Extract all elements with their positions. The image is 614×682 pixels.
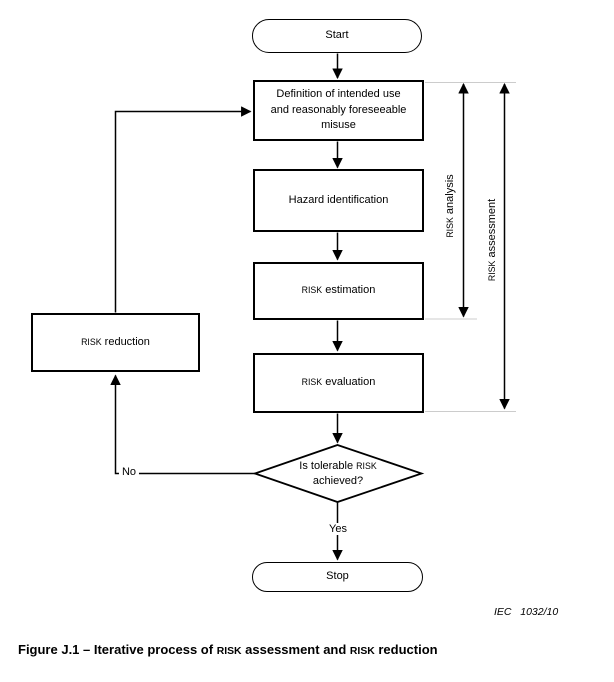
hazard-identification-node-label: Hazard identification — [288, 193, 389, 206]
risk-analysis-bracket-label: RISK analysis — [444, 174, 456, 238]
decision-node-label: Is tolerable RISK achieved? — [299, 460, 377, 488]
start-node-label: Start — [325, 29, 349, 42]
iec-credit: IEC 1032/10 — [494, 606, 559, 618]
start-node — [252, 19, 422, 53]
stop-node-label: Stop — [326, 570, 349, 583]
risk-estimation-node — [253, 262, 424, 320]
stop-node — [252, 562, 423, 592]
risk-evaluation-node-label: RISK evaluation — [301, 376, 376, 389]
edge-label-yes: Yes — [326, 523, 350, 535]
risk-assessment-bracket-label: RISK assessment — [486, 198, 498, 282]
edge-reduction-to-definition — [116, 112, 251, 313]
definition-node-label: Definition of intended use and reasonably foreseeable misuse — [270, 88, 407, 132]
hazard-identification-node — [253, 169, 424, 232]
risk-estimation-node-label: RISK estimation — [301, 284, 376, 297]
risk-evaluation-node — [253, 353, 424, 413]
risk-reduction-node — [31, 313, 200, 372]
edge-label-no: No — [119, 466, 139, 478]
figure-caption: Figure J.1 – Iterative process of RISK assessment and RISK reduction — [18, 642, 438, 657]
definition-node — [253, 80, 424, 141]
risk-reduction-node-label: RISK reduction — [81, 335, 150, 348]
edge-decision-to-reduction — [116, 376, 257, 474]
